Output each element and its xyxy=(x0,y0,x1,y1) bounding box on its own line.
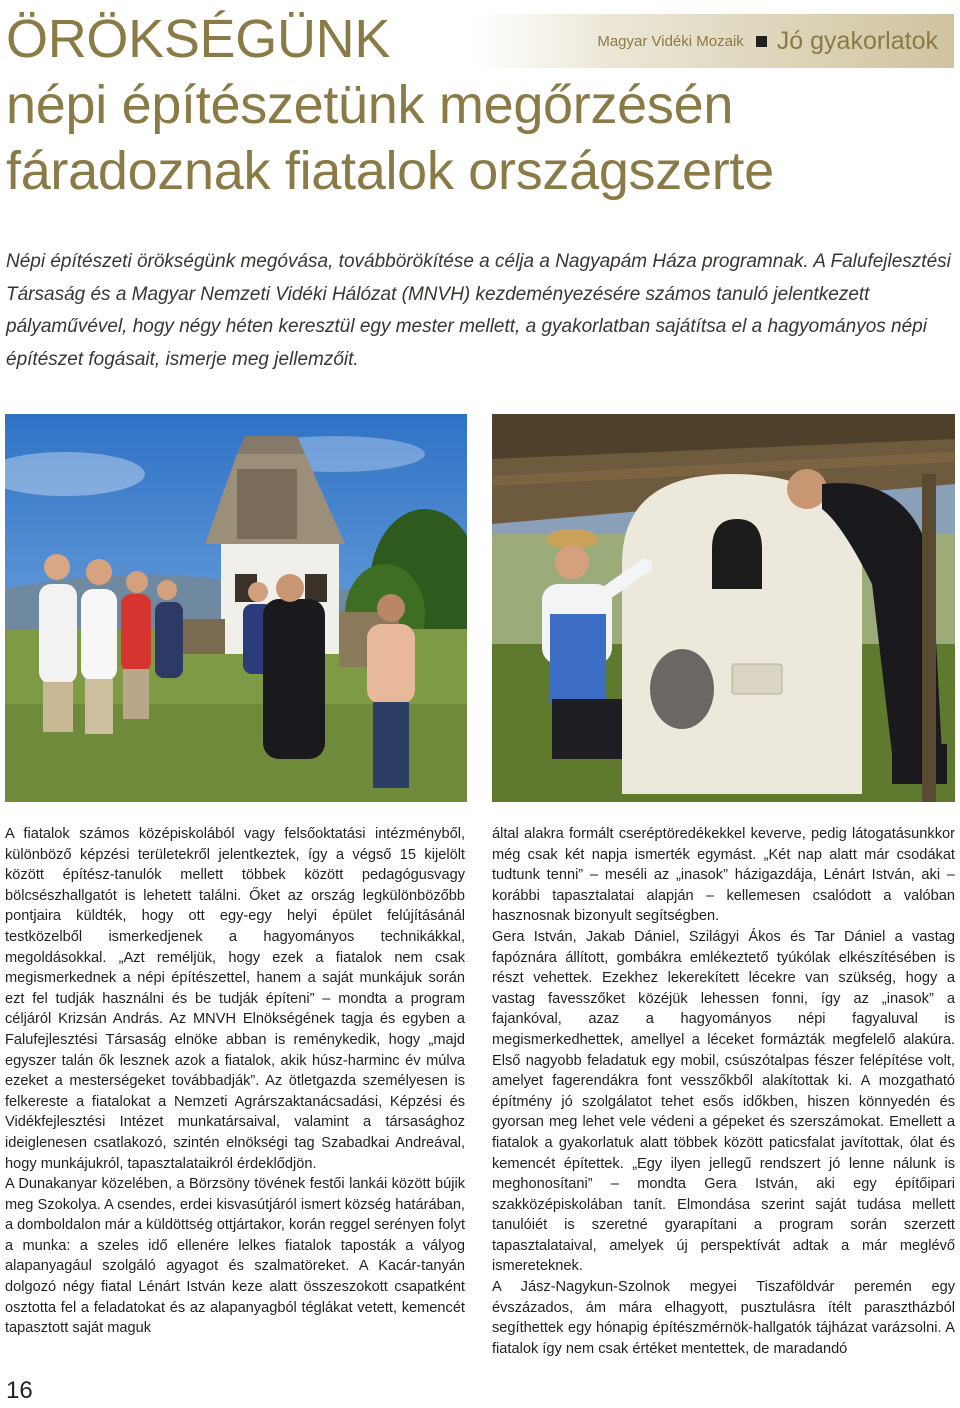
publication-name: Magyar Vidéki Mozaik xyxy=(597,32,744,50)
section-band xyxy=(472,14,954,68)
paragraph: Gera István, Jakab Dániel, Szilágyi Ákos és Tar Dániel a vastag fapóznára állított, gombákra emlékeztető tyúkólak elkészítésében is részt vehettek. Ezekhez lekerekített lécekre van szükség, hogy a vastag favesszőket közéjük lehessen fonni, így az „inasok” a fajankóval, azaz a hagyományos népi fagyaluval is megismerkedhettek, amellyel a léceket formázták megfelelő alakúra. Első nagyobb feladatuk egy mobil, csúszótalpas fészer felépítése volt, amelyet fagerendákra font vesszőkből alakítottak ki. A mozgatható építmény jó szolgálatot tehet esős időkben, hiszen könnyedén és gyorsan meg lehet vele védeni a gépeket és szerszámokat. Emellett a fiatalok a gyakorlatuk alatt többek között paticsfalat javítottak, ólat és kemencét építettek. „Egy ilyen jellegű rendszert jó lenne nálunk is meghonosítani” – mondta Gera István, aki egy építőipari szakközépiskolában tanít. Elmondása szerint saját tudása mellett tanulóiét is szeretné gyarapítani a program során szerzett tapasztalataival, amelyek új perspektívát adtak a már meglévő ismereteknek. xyxy=(492,928,955,1275)
paragraph: A Dunakanyar közelében, a Börzsöny tövének festői lankái között bújik meg Szokolya. A csendes, erdei kisvasútjáról ismert község határában, a domboldalon már a küldöttség ottjártakor, korán reggel serényen folyt a munka: a szeles idő ellenére lelkes fiatalok taposták a vályog alapanyagául szolgáló agyagot és szalmatöreket. A Kacár-tanyán dolgozó négy fiatal Lénárt István keze alatt összeszokott csapatként osztotta fel a feladatokat és az alapanyagból téglákat vetett, kemencét tapasztott saját maguk xyxy=(5,1176,465,1337)
paragraph: A fiatalok számos középiskolából vagy felsőoktatási intézményből, különböző képzési területekről jelentkeztek, így a végső 15 kijelölt között építész-tanulók mellett többek között pedagógusvagy bölcsészhallgatót is lehetett találni. Őket az ország legkülönbözőbb pontjaira küldték, hogy ott egy-egy helyi épület felújításánál testközelből ismerkedjenek a hagyományos technikákkal, megoldásokkal. „Azt reméljük, hogy ezek a fiatalok nem csak megismerkednek a népi építészettel, hanem a saját munkájuk során ezt fel tudják használni és be tudják építeni” – mondta a program céljáról Krizsán András. Az MNVH Elnökségének tagja és egyben a Falufejlesztési Társaság elnöke abban is reménykedik, hogy „majd egyszer talán ők lesznek azok a fiatalok, akik húsz-harminc év múlva ezeket a mesterségeket továbbadják”. Az ötletgazda személyesen is felkereste a fiatalokat a Nemzeti Agrárszaktanácsadási, Képzési és Vidékfejlesztési Intézet munkatársaival, valamint a társasághoz ideiglenesen csatlakozó, szintén elnökségi tag Szabadkai Andreával, hogy munkájukról, tapasztalataikról érdeklődjön. xyxy=(5,826,465,1172)
lead-paragraph: Népi építészeti örökségünk megóvása, továbbörökítése a célja a Nagyapám Háza programnak. A Falufejlesztési Társaság és a Magyar Nemzeti Vidéki Hálózat (MNVH) kezdeményezésére számos tanuló jelentkezett pályaművével, hogy négy héten keresztül egy mester mellett, a gyakorlatban sajátítsa el a hagyományos népi építészet fogásait, ismerje meg jellemzőit. xyxy=(6,251,951,370)
group-outdoor-photo xyxy=(5,414,467,802)
title-line-1: ÖRÖKSÉGÜNK xyxy=(6,9,391,69)
group-photo-illustration xyxy=(5,414,467,802)
paragraph: által alakra formált cseréptöredékekkel keverve, pedig látogatásunkkor még csak két napja ismerték egymást. „Két nap alatt már csodákat tudtunk tenni” – meséli az „inasok” házigazdája, Lénárt István, aki – korábbi tapasztalatai alapján – kellemesen csalódott a valóban hasznosnak bizonyult segítségben. xyxy=(492,826,955,925)
oven-photo-illustration xyxy=(492,414,955,802)
article-column-left xyxy=(5,824,465,1339)
section-name: Jó gyakorlatok xyxy=(776,26,938,55)
article-column-right xyxy=(492,824,955,1359)
paragraph: A Jász-Nagykun-Szolnok megyei Tiszaföldvár peremén egy évszázados, ám mára elhagyott, pusztulásra ítélt parasztházból segíthettek egy hónapig építészmérnök-hallgatók tájházat varázsolni. A fiatalok így nem csak értéket mentettek, de maradandó xyxy=(492,1279,955,1357)
oven-workers-photo xyxy=(492,414,955,802)
page-number: 16 xyxy=(6,1377,33,1404)
square-bullet-icon xyxy=(756,36,767,47)
title-line-2: népi építészetünk megőrzésén xyxy=(6,75,734,135)
title-line-3: fáradoznak fiatalok országszerte xyxy=(6,141,774,201)
